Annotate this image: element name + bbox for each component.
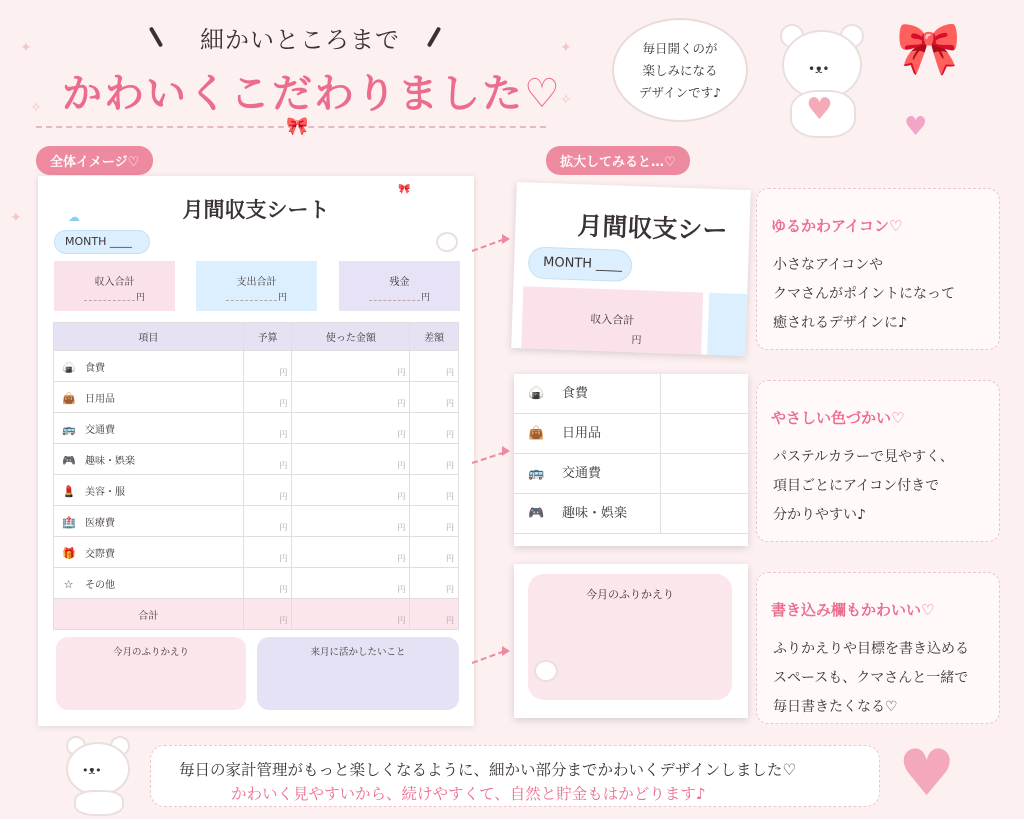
category-icon: 🚌 [62,422,76,436]
category-label: 美容・服 [85,486,125,498]
amount-cell[interactable]: 円 [243,413,292,444]
zoom-expense [707,293,749,356]
feature-title: 書き込み欄もかわいい♡ [771,601,935,619]
memo-label: 来月に活かしたいこと [310,647,406,658]
amount-cell[interactable]: 円 [243,351,292,382]
amount-cell[interactable]: 円 [292,475,410,506]
table-row [54,351,459,382]
category-icon: 🎁 [62,546,76,560]
amount-cell[interactable]: 円 [292,351,410,382]
summary-label: 収入合計 [94,277,135,288]
zoom-row [514,454,748,494]
zoom-row [514,414,748,454]
bear-illustration: •ᴥ• [62,736,136,816]
arrow [472,452,505,464]
table-row [54,475,459,506]
footer-message [150,745,880,807]
zoom-income [521,286,703,354]
amount-cell[interactable]: 円 [243,537,292,568]
yen-label: 円 [420,293,430,303]
table-row [54,506,459,537]
amount-cell[interactable]: 円 [410,475,459,506]
category-icon: 🎮 [528,506,545,521]
category-icon: ☆ [63,577,74,591]
sparkle-icon: ✧ [560,92,572,108]
category-icon: 💄 [62,484,76,498]
cloud-icon: ☁ [68,210,80,224]
amount-cell[interactable]: 円 [292,506,410,537]
yen-label: 円 [292,599,410,630]
bubble-line: 楽しみになる [642,63,718,78]
bubble-line: 毎日開くのが [642,41,718,56]
expense-table [53,322,459,630]
category-label: 趣味・娯楽 [85,455,135,467]
amount-cell[interactable]: 円 [292,568,410,599]
heart-icon: ♥ [898,737,956,811]
summary-balance [339,261,460,311]
zoom-title: 月間収支シー [576,211,728,246]
feature-card [756,188,1000,350]
zoom-month: MONTH ____ [528,246,633,282]
zoom-memo [514,564,748,718]
bubble-line: デザインです♪ [638,85,722,100]
feature-title: やさしい色づかい♡ [771,409,905,427]
feature-card [756,380,1000,542]
summary-expense [196,261,317,311]
arrow-head [502,646,510,656]
amount-cell[interactable]: 円 [243,568,292,599]
category-cell [54,537,244,568]
zoom-row [514,494,748,534]
yen-label: 円 [135,293,145,303]
sparkle-icon: ✦ [20,40,32,56]
ribbon-icon: 🎀 [286,116,309,137]
column-header: 差額 [410,323,459,351]
zoom-header [511,182,751,356]
amount-cell[interactable]: 円 [410,444,459,475]
label-overview: 全体イメージ♡ [36,146,153,175]
yen-label: 円 [410,599,459,630]
amount-cell[interactable]: 円 [292,382,410,413]
amount-cell[interactable]: 円 [292,413,410,444]
category-label: 食費 [562,386,589,401]
sheet-title: 月間収支シート [182,198,330,222]
ribbon-icon: 🎀 [398,184,411,195]
table-row [54,444,459,475]
summary-label: 支出合計 [236,277,277,288]
category-cell [54,568,244,599]
category-label: 医療費 [85,517,115,529]
heart-icon: ♥ [904,112,928,142]
feature-body: パステルカラーで見やすく、 項目ごとにアイコン付きで 分かりやすい♪ [773,449,954,523]
ribbon-icon: 🎀 [896,19,961,79]
category-label: その他 [85,579,115,591]
amount-cell[interactable]: 円 [410,537,459,568]
memo-next-month[interactable] [257,637,459,710]
arrow-head [502,446,510,456]
budget-sheet [38,176,474,726]
zoom-memo-label: 今月のふりかえり [586,588,674,601]
memo-this-month[interactable] [56,637,246,710]
summary-label: 残金 [389,277,410,288]
footer-line-2: かわいく見やすいから、続けやすくて、自然と貯金もはかどります♪ [231,785,706,803]
column-header: 項目 [54,323,244,351]
category-label: 趣味・娯楽 [562,506,628,521]
category-cell [54,506,244,537]
amount-cell[interactable]: 円 [410,351,459,382]
total-label: 合計 [54,599,244,630]
category-cell [54,351,244,382]
total-row [54,599,459,630]
label-zoom: 拡大してみると…♡ [546,146,690,175]
yen-label: 円 [631,335,642,347]
memo-label: 今月のふりかえり [112,647,189,658]
bear-illustration: •ᴥ• ♥ [776,22,876,142]
category-icon: 🍙 [62,360,76,374]
amount-cell[interactable]: 円 [410,382,459,413]
feature-title: ゆるかわアイコン♡ [771,217,903,235]
footer-line-1: 毎日の家計管理がもっと楽しくなるように、細かい部分までかわいくデザインしました♡ [179,761,797,779]
table-row [54,413,459,444]
category-cell [54,444,244,475]
amount-cell[interactable]: 円 [243,382,292,413]
category-label: 日用品 [85,393,115,405]
zoom-income-label: 収入合計 [589,312,635,328]
category-icon: 🎮 [62,453,76,467]
category-label: 日用品 [562,426,602,441]
summary-income [54,261,175,311]
header-title: かわいくこだわりました♡ [62,71,562,117]
arrow-head [502,234,510,244]
category-label: 交通費 [85,424,115,436]
arrow [472,650,505,664]
sparkle-icon: ✦ [10,210,22,226]
category-cell [54,382,244,413]
yen-label: 円 [277,293,287,303]
category-icon: 🍙 [528,386,545,401]
sparkle-icon: ✦ [560,40,572,56]
category-cell [54,413,244,444]
table-row [54,382,459,413]
zoom-row [514,374,748,414]
category-icon: 👜 [62,391,76,405]
feature-card [756,572,1000,724]
category-icon: 👜 [528,426,545,441]
category-icon: 🏥 [62,515,76,529]
feature-body: 小さなアイコンや クマさんがポイントになって 癒されるデザインに♪ [773,257,955,331]
feature-body: ふりかえりや目標を書き込める スペースも、クマさんと一緒で 毎日書きたくなる♡ [773,641,969,715]
bear-icon [534,660,562,684]
yen-label: 円 [243,599,292,630]
amount-cell[interactable]: 円 [243,506,292,537]
sparkle-icon: ✧ [30,100,42,116]
amount-cell[interactable]: 円 [243,475,292,506]
category-label: 食費 [85,362,105,374]
table-row [54,537,459,568]
month-field[interactable]: MONTH ____ [54,230,150,254]
zoom-table [514,374,748,546]
bear-icon [436,232,462,258]
amount-cell[interactable]: 円 [292,444,410,475]
column-header: 使った金額 [292,323,410,351]
column-header: 予算 [243,323,292,351]
category-cell [54,475,244,506]
amount-cell[interactable]: 円 [292,537,410,568]
table-row [54,568,459,599]
amount-cell[interactable]: 円 [410,506,459,537]
category-icon: 🚌 [528,466,545,481]
amount-cell[interactable]: 円 [410,413,459,444]
speech-bubble [612,18,748,122]
category-label: 交通費 [562,466,602,481]
amount-cell[interactable]: 円 [410,568,459,599]
header-subtitle: 細かいところまで [200,26,400,54]
arrow [472,238,505,252]
category-label: 交際費 [85,548,115,560]
amount-cell[interactable]: 円 [243,444,292,475]
